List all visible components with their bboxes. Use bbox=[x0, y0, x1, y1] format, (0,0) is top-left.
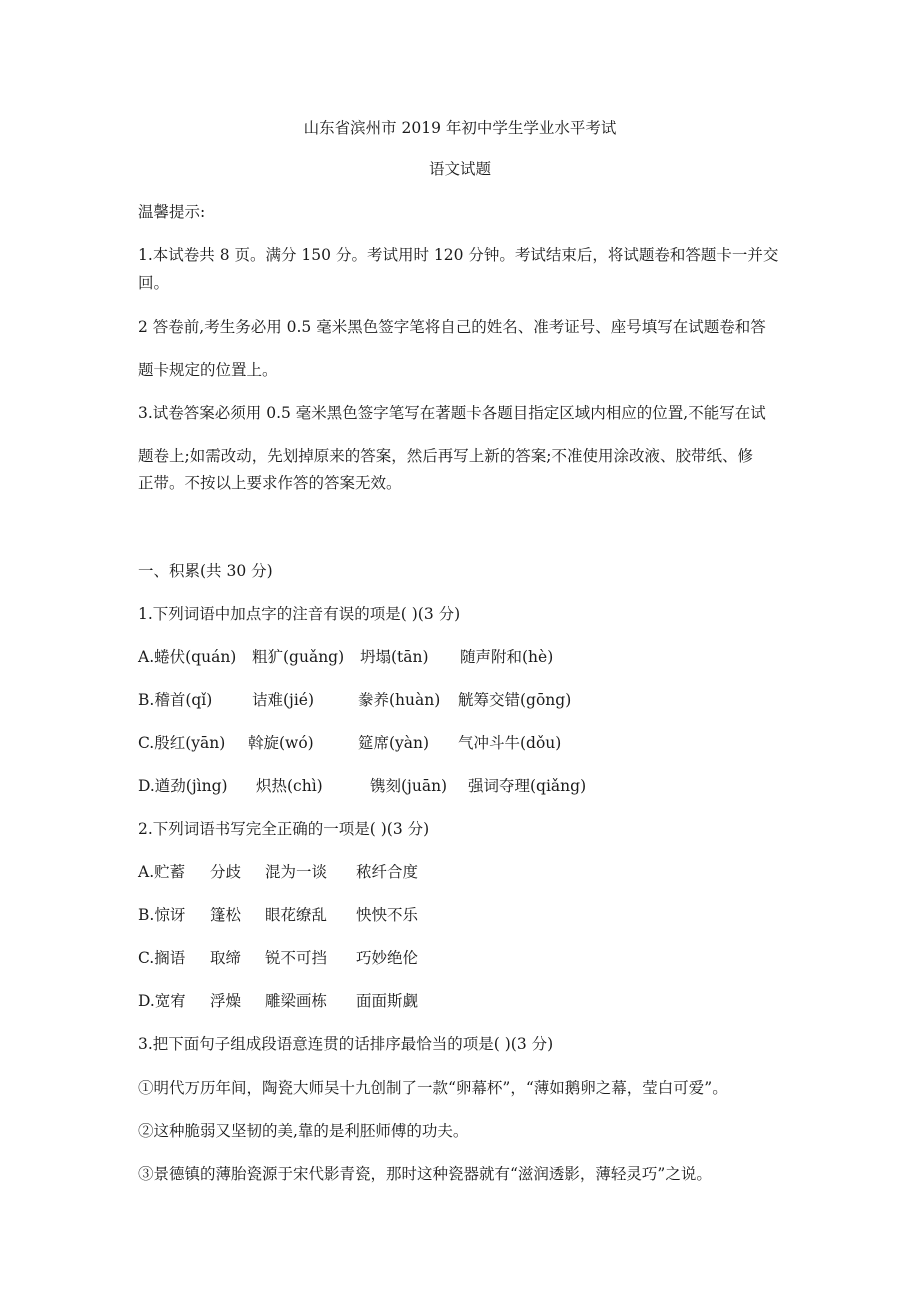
option-item: 豢养(huàn) bbox=[358, 691, 441, 709]
question-2-stem: 2.下列词语书写完全正确的一项是( )(3 分) bbox=[138, 820, 430, 838]
option-item: D.遒劲(jìng) bbox=[138, 777, 228, 795]
option-item: 锐不可挡 bbox=[265, 949, 328, 967]
option-item: 随声附和(hè) bbox=[460, 648, 554, 666]
exam-subject: 语文试题 bbox=[428, 160, 491, 178]
option-item: 诘难(jié) bbox=[252, 691, 315, 709]
exam-title: 山东省滨州市 2019 年初中学生学业水平考试 bbox=[303, 119, 617, 137]
question-2-option-d bbox=[138, 990, 782, 1012]
option-item: B.惊讶 bbox=[138, 906, 186, 924]
tip-3-line-3: 正带。不按以上要求作答的答案无效。 bbox=[138, 474, 402, 492]
tip-2-line-1: 2 答卷前,考生务必用 0.5 毫米黑色签字笔将自己的姓名、准考证号、座号填写在试题卷和答 bbox=[138, 318, 766, 336]
option-item: 觥筹交错(gōng) bbox=[458, 691, 572, 709]
option-item: D.宽宥 bbox=[138, 992, 186, 1010]
option-item: 强词夺理(qiǎng) bbox=[468, 777, 587, 795]
question-1-stem: 1.下列词语中加点字的注音有误的项是( )(3 分) bbox=[138, 605, 461, 623]
option-item: 面面斯觑 bbox=[356, 992, 419, 1010]
question-1-option-c bbox=[138, 732, 782, 754]
tip-1-line-1: 1.本试卷共 8 页。满分 150 分。考试用时 120 分钟。考试结束后，将试题卷和答题卡一并交 bbox=[138, 246, 779, 264]
question-2-option-b bbox=[138, 904, 782, 926]
tips-heading: 温馨提示: bbox=[138, 203, 206, 221]
option-item: C.殷红(yān) bbox=[138, 734, 226, 752]
question-3-sentence-3: ③景德镇的薄胎瓷源于宋代影青瓷，那时这种瓷器就有“滋润透影，薄轻灵巧”之说。 bbox=[138, 1165, 712, 1183]
option-item: 眼花缭乱 bbox=[265, 906, 328, 924]
option-item: 巧妙绝伦 bbox=[356, 949, 419, 967]
option-item: C.搁语 bbox=[138, 949, 186, 967]
option-item: 炽热(chì) bbox=[256, 777, 323, 795]
option-item: 雕梁画栋 bbox=[265, 992, 328, 1010]
tip-2-line-2: 题卡规定的位置上。 bbox=[138, 361, 278, 379]
question-2-option-a bbox=[138, 861, 782, 883]
option-item: 分歧 bbox=[210, 863, 242, 881]
option-item: 怏怏不乐 bbox=[356, 906, 419, 924]
tip-3-line-1: 3.试卷答案必须用 0.5 毫米黑色签字笔写在著题卡各题目指定区域内相应的位置,不能写在试 bbox=[138, 404, 766, 422]
option-item: A.贮蓄 bbox=[138, 863, 186, 881]
question-3-sentence-2: ②这种脆弱又坚韧的美,靠的是利胚师傅的功夫。 bbox=[138, 1122, 469, 1140]
question-2-option-c bbox=[138, 947, 782, 969]
question-3-sentence-1: ①明代万历年间，陶瓷大师吴十九创制了一款“卵幕杯”，“薄如鹅卵之幕，莹白可爱”。 bbox=[138, 1079, 728, 1097]
question-1-option-d bbox=[138, 775, 782, 797]
option-item: 篷松 bbox=[210, 906, 242, 924]
question-1-option-b bbox=[138, 689, 782, 711]
question-1-option-a bbox=[138, 646, 782, 668]
option-item: 气冲斗牛(dǒu) bbox=[458, 734, 562, 752]
option-item: 取缔 bbox=[210, 949, 242, 967]
option-item: 混为一谈 bbox=[265, 863, 328, 881]
section-1-heading: 一、积累(共 30 分) bbox=[138, 562, 273, 580]
option-item: 斡旋(wó) bbox=[248, 734, 314, 752]
option-item: A.蜷伏(quán) bbox=[138, 648, 237, 666]
option-item: 秾纤合度 bbox=[356, 863, 419, 881]
option-item: 粗犷(guǎng) bbox=[252, 648, 345, 666]
option-item: 镌刻(juān) bbox=[370, 777, 448, 795]
tip-3-line-2: 题卷上;如需改动，先划掉原来的答案，然后再写上新的答案;不准使用涂改液、胶带纸、修 bbox=[138, 447, 753, 465]
option-item: 筵席(yàn) bbox=[358, 734, 430, 752]
option-item: 浮燥 bbox=[210, 992, 242, 1010]
option-item: B.稽首(qǐ) bbox=[138, 691, 213, 709]
option-item: 坍塌(tān) bbox=[360, 648, 429, 666]
question-3-stem: 3.把下面句子组成段语意连贯的话排序最恰当的项是( )(3 分) bbox=[138, 1035, 554, 1053]
tip-1-line-2: 回。 bbox=[138, 274, 170, 292]
